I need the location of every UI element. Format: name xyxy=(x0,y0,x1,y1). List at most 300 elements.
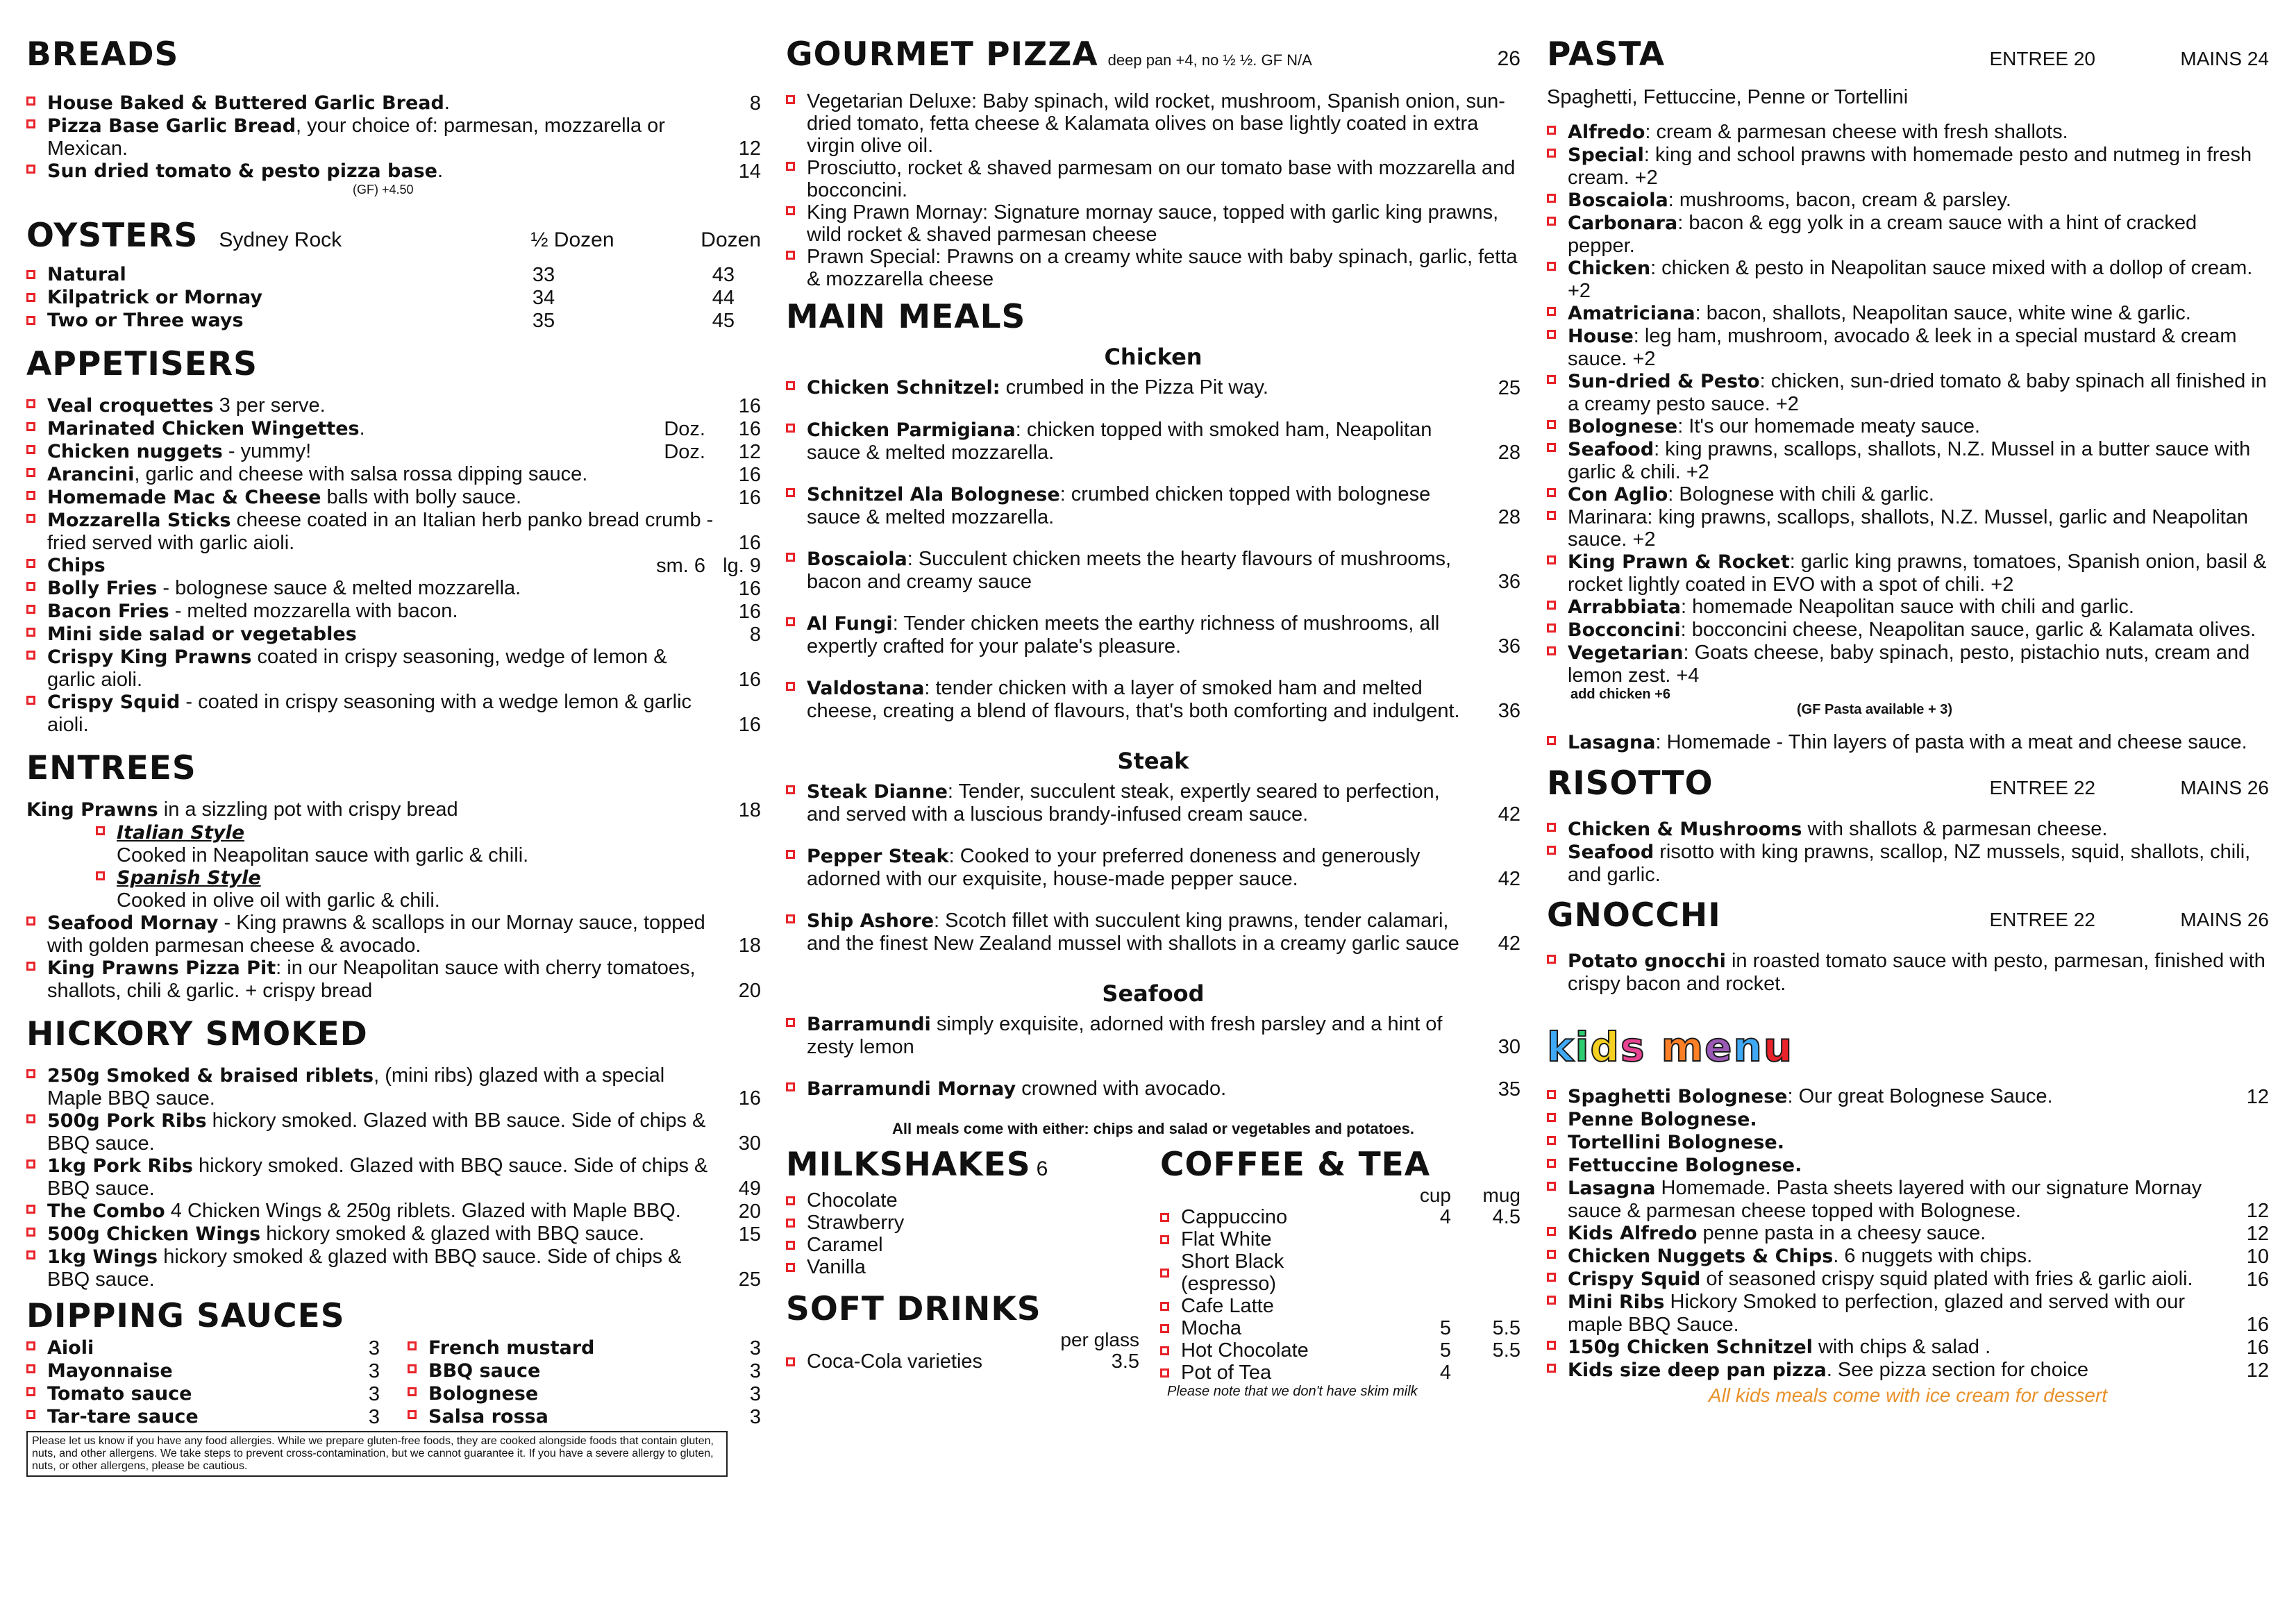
checkbox-icon xyxy=(1547,642,1568,655)
checkbox-icon xyxy=(1547,1359,1568,1373)
item-text xyxy=(807,1078,1479,1100)
item-price: 3 xyxy=(368,1383,380,1405)
item-name: BBQ sauce xyxy=(428,1360,541,1382)
section-title-milkshakes: MILKSHAKES 6 xyxy=(786,1145,1139,1189)
item-text xyxy=(47,623,719,646)
menu-item xyxy=(1547,144,2269,189)
mains-subhead-seafood: Seafood xyxy=(1102,980,1205,1007)
item-name: Seafood Mornay xyxy=(47,912,219,934)
item-text xyxy=(1568,596,2269,619)
item-desc: cheese coated in an Italian herb panko bread crumb - fried served with garlic aioli. xyxy=(47,509,714,554)
section-title-oysters: OYSTERS xyxy=(26,217,199,255)
item-name: Spaghetti Bolognese xyxy=(1568,1086,1788,1107)
section-title-softdrinks: SOFT DRINKS xyxy=(786,1290,1041,1328)
steak-list xyxy=(786,780,1520,974)
kids-list xyxy=(1547,1085,2269,1382)
item-text xyxy=(47,1246,719,1291)
item-desc: : Tender, succulent steak, expertly seared to perfection, and served with a luscious brandy-infused cream sauce. xyxy=(807,780,1440,826)
entrees-list xyxy=(26,912,761,1002)
item-text xyxy=(47,115,719,160)
item-price: 16 xyxy=(2246,1269,2269,1291)
item-text xyxy=(1568,818,2269,841)
item-price: 42 xyxy=(1498,932,1520,955)
checkbox-icon xyxy=(786,845,807,859)
item-price: 3 xyxy=(368,1360,380,1382)
item-desc: King Prawn Mornay: Signature mornay sauce, topped with garlic king prawns, wild rocket & shaved parmesan cheese xyxy=(807,201,1499,246)
item-desc: : tender chicken with a layer of smoked ham and melted cheese, creating a blend of flavours, that's both comforting and indulgent. xyxy=(807,677,1460,722)
item-text xyxy=(47,417,622,440)
checkbox-icon xyxy=(1547,257,1568,271)
checkbox-icon xyxy=(96,821,117,835)
item-price: 30 xyxy=(1498,1036,1520,1058)
item-text xyxy=(1568,1131,2227,1154)
checkbox-icon xyxy=(1160,1302,1181,1311)
spacer xyxy=(786,826,1520,845)
softdrinks-list xyxy=(786,1350,1139,1373)
item-price: 16 xyxy=(738,1087,761,1110)
spacer xyxy=(786,722,1520,742)
item-desc: : Succulent chicken meets the hearty flavours of mushrooms, bacon and creamy sauce xyxy=(807,548,1452,593)
checkbox-icon xyxy=(26,957,47,971)
checkbox-icon xyxy=(26,316,47,325)
menu-item xyxy=(26,1200,761,1223)
checkbox-icon xyxy=(786,1241,807,1250)
item-desc: : bacon, shallots, Neapolitan sauce, white wine & garlic. xyxy=(1695,302,2191,324)
item-name: Valdostana xyxy=(807,678,925,699)
item-name: King Prawns Pizza Pit xyxy=(47,957,276,979)
checkbox-icon xyxy=(1547,189,1568,203)
item-text xyxy=(428,1405,733,1428)
pasta-add-chicken: add chicken +6 xyxy=(1570,687,1670,702)
item-text xyxy=(807,1013,1479,1058)
item-text xyxy=(47,486,719,509)
item-desc: - yummy! xyxy=(222,440,312,462)
item-desc: - King prawns & scallops in our Mornay sauce, topped with golden parmesan cheese & avocado. xyxy=(47,912,705,957)
checkbox-icon xyxy=(26,1359,47,1373)
checkbox-icon xyxy=(786,157,807,171)
menu-item xyxy=(1547,1085,2269,1108)
item-name: Salsa rossa xyxy=(428,1406,548,1428)
item-price: 16 xyxy=(738,487,761,509)
item-desc: : crumbed chicken topped with bolognese sauce & melted mozzarella. xyxy=(807,483,1431,528)
item-text xyxy=(47,1110,719,1155)
item-text xyxy=(47,1064,719,1110)
menu-item xyxy=(1547,415,2269,438)
item-text xyxy=(1568,1154,2227,1177)
item-name: Short Black (espresso) xyxy=(1181,1250,1284,1295)
oyster-half-price: 35 xyxy=(532,309,555,332)
milkshakes-price: 6 xyxy=(1036,1157,1048,1180)
checkbox-icon xyxy=(786,1219,807,1228)
pasta-types: Spaghetti, Fettuccine, Penne or Tortellini xyxy=(1547,86,1909,108)
menu-item xyxy=(26,1110,761,1155)
checkbox-icon xyxy=(1547,731,1568,745)
item-name: 250g Smoked & braised riblets xyxy=(47,1065,374,1087)
item-name: Amatriciana xyxy=(1568,303,1695,324)
item-name: 500g Pork Ribs xyxy=(47,1110,207,1132)
item-name: Bacon Fries xyxy=(47,601,169,622)
section-title-pasta: PASTA ENTREE 20 MAINS 24 xyxy=(1547,35,2269,74)
menu-item xyxy=(1547,1108,2269,1131)
menu-item xyxy=(1547,257,2269,302)
oyster-half-price: 33 xyxy=(532,263,555,286)
item-desc: : leg ham, mushroom, avocado & leek in a special mustard & cream sauce. +2 xyxy=(1568,325,2237,370)
checkbox-icon xyxy=(786,1013,807,1027)
menu-item xyxy=(26,92,761,115)
checkbox-icon xyxy=(786,1357,807,1366)
item-desc: : Cooked to your preferred doneness and generously adorned with our exquisite, house-made pepper sauce. xyxy=(807,845,1421,890)
section-title-coffee: COFFEE & TEA xyxy=(1160,1146,1431,1184)
item-text xyxy=(47,92,719,115)
checkbox-icon xyxy=(1547,1085,1568,1099)
item-name: Crispy Squid xyxy=(47,692,181,713)
item-desc: simply exquisite, adorned with fresh parsley and a hint of zesty lemon xyxy=(807,1013,1443,1058)
item-price: 36 xyxy=(1498,700,1520,722)
pasta-gf: (GF Pasta available + 3) xyxy=(1797,702,1952,717)
item-name xyxy=(47,309,492,332)
menu-item xyxy=(26,160,761,183)
menu-item xyxy=(26,1382,380,1405)
checkbox-icon xyxy=(26,623,47,637)
checkbox-icon xyxy=(1547,841,1568,855)
item-text xyxy=(807,376,1479,399)
checkbox-icon xyxy=(1547,1245,1568,1259)
item-name: Fettuccine Bolognese. xyxy=(1568,1155,1802,1176)
coffee-item xyxy=(1160,1206,1520,1228)
item-name: Coca-Cola varieties xyxy=(807,1350,983,1373)
checkbox-icon xyxy=(26,486,47,500)
checkbox-icon xyxy=(1547,1108,1568,1122)
menu-item xyxy=(1547,438,2269,483)
item-desc: : Scotch fillet with succulent king prawns, tender calamari, and the finest New Zealand mussel with shallots in a creamy garlic sauce xyxy=(807,910,1459,955)
coffee-item xyxy=(1160,1339,1520,1362)
menu-item xyxy=(26,394,761,417)
item-name: Tortellini Bolognese. xyxy=(1568,1132,1784,1153)
softdrink-item xyxy=(786,1350,1139,1373)
item-desc: : Bolognese with chili & garlic. xyxy=(1668,483,1934,505)
item-text xyxy=(807,845,1479,890)
item-text xyxy=(428,1337,733,1359)
checkbox-icon xyxy=(26,1337,47,1350)
item-desc: Hickory Smoked to perfection, glazed and served with our maple BBQ Sauce. xyxy=(1568,1291,2185,1336)
item-name: Crispy Squid xyxy=(1568,1269,1701,1290)
risotto-list xyxy=(1547,818,2269,886)
mains-subhead-chicken: Chicken xyxy=(1104,344,1203,370)
item-price: 16 xyxy=(738,714,761,736)
item-desc: : chicken, sun-dried tomato & baby spinach all finished in a creamy pesto sauce. +2 xyxy=(1568,370,2267,415)
menu-item xyxy=(1547,1154,2269,1177)
item-name: Caramel xyxy=(807,1234,883,1256)
menu-item xyxy=(786,376,1520,399)
drinks-area xyxy=(786,1145,1520,1400)
item-text xyxy=(1568,506,2269,551)
item-desc: : Our great Bolognese Sauce. xyxy=(1787,1085,2053,1107)
menu-item xyxy=(786,910,1520,955)
item-desc: with chips & salad . xyxy=(1812,1336,1991,1358)
item-name: French mustard xyxy=(428,1337,595,1359)
menu-item xyxy=(26,509,761,554)
checkbox-icon xyxy=(26,577,47,591)
section-title-hickory: HICKORY SMOKED xyxy=(26,1015,368,1053)
kids-menu-logo: kids menu xyxy=(1547,1023,1794,1071)
item-price: 3.5 xyxy=(1111,1350,1140,1373)
item-price: 20 xyxy=(738,980,761,1002)
item-name: Chocolate xyxy=(807,1189,898,1212)
item-name: Sun dried tomato & pesto pizza base xyxy=(47,160,437,182)
checkbox-icon xyxy=(26,600,47,614)
checkbox-icon xyxy=(26,92,47,106)
item-price: 16 xyxy=(2246,1314,2269,1336)
item-name: Barramundi Mornay xyxy=(807,1078,1016,1100)
item-desc: Homemade. Pasta sheets layered with our signature Mornay sauce & parmesan cheese topped with Bolognese. xyxy=(1568,1177,2202,1222)
coffee-item xyxy=(1160,1228,1520,1250)
checkbox-icon xyxy=(1547,121,1568,135)
checkbox-icon xyxy=(786,612,807,626)
item-name: Lasagna xyxy=(1568,1178,1656,1199)
item-name: Boscaiola xyxy=(1568,190,1668,211)
item-price: 15 xyxy=(738,1223,761,1246)
section-title-breads: BREADS xyxy=(26,35,179,74)
menu-item xyxy=(26,1064,761,1110)
checkbox-icon xyxy=(1160,1269,1181,1278)
menu-item xyxy=(786,157,1520,201)
menu-item xyxy=(1547,1291,2269,1336)
checkbox-icon xyxy=(1547,144,1568,158)
item-desc: , garlic and cheese with salsa rossa dipping sauce. xyxy=(134,463,588,485)
item-text xyxy=(1568,257,2269,302)
item-text xyxy=(47,646,719,691)
item-text xyxy=(1568,189,2269,212)
checkbox-icon xyxy=(408,1337,428,1350)
checkbox-icon xyxy=(408,1405,428,1419)
checkbox-icon xyxy=(26,270,47,279)
cup-price: 4 xyxy=(1439,1206,1451,1228)
oyster-full-price: 43 xyxy=(712,263,735,286)
checkbox-icon xyxy=(26,1246,47,1259)
pizza-price: 26 xyxy=(1497,47,1520,70)
section-title-mains: MAIN MEALS xyxy=(786,298,1026,336)
checkbox-icon xyxy=(1547,506,1568,520)
coffee-item xyxy=(1160,1250,1520,1295)
item-name: Mozzarella Sticks xyxy=(47,510,231,531)
checkbox-icon xyxy=(1547,483,1568,497)
item-desc: 4 Chicken Wings & 250g riblets. Glazed with Maple BBQ. xyxy=(165,1200,681,1222)
item-text xyxy=(1568,1085,2227,1108)
item-price: 16 xyxy=(738,532,761,554)
breads-list xyxy=(26,92,761,183)
item-text xyxy=(47,1223,719,1246)
item-name: Vanilla xyxy=(807,1256,866,1278)
checkbox-icon xyxy=(1547,1131,1568,1145)
item-text xyxy=(47,577,719,600)
item-name: Con Aglio xyxy=(1568,484,1668,505)
item-name: Arrabbiata xyxy=(1568,596,1682,618)
item-desc: Prosciutto, rocket & shaved parmesam on our tomato base with mozzarella and bocconcini. xyxy=(807,157,1516,201)
item-name: Chicken & Mushrooms xyxy=(1568,819,1802,840)
item-text xyxy=(1568,1359,2227,1382)
item-text xyxy=(1568,415,2269,438)
item-text xyxy=(1568,619,2269,642)
item-price: 12 xyxy=(2246,1223,2269,1245)
item-price: 18 xyxy=(738,935,761,957)
item-desc: : It's our homemade meaty sauce. xyxy=(1677,415,1981,437)
item-price: 49 xyxy=(738,1178,761,1200)
item-desc: crumbed in the Pizza Pit way. xyxy=(1000,376,1268,399)
item-price: 12 xyxy=(738,441,761,463)
item-price: 3 xyxy=(368,1406,380,1428)
item-text xyxy=(47,1200,719,1223)
checkbox-icon xyxy=(26,115,47,128)
item-text xyxy=(1568,1268,2227,1291)
coffee-list xyxy=(1160,1206,1520,1384)
menu-item xyxy=(1547,1268,2269,1291)
menu-item xyxy=(1547,302,2269,325)
spacer xyxy=(786,593,1520,612)
item-text xyxy=(1568,438,2269,483)
menu-item xyxy=(786,612,1520,658)
column-right xyxy=(1547,35,2269,1407)
section-title-appetisers: APPETISERS xyxy=(26,345,258,383)
pasta-list xyxy=(1547,121,2269,687)
item-text xyxy=(1568,551,2269,596)
mug-price: 4.5 xyxy=(1492,1206,1520,1228)
pasta-lasagna: Lasagna: Homemade - Thin layers of pasta with a meat and cheese sauce. xyxy=(1547,731,2269,754)
item-text xyxy=(47,1155,719,1200)
coffee-item xyxy=(1160,1362,1520,1384)
item-desc: hickory smoked & glazed with BBQ sauce. Side of chips & BBQ sauce. xyxy=(47,1246,682,1291)
milkshakes-list xyxy=(786,1189,1139,1278)
pizza-note: deep pan +4, no ½ ½. GF N/A xyxy=(1107,51,1312,69)
checkbox-icon xyxy=(786,780,807,794)
item-desc: : homemade Neapolitan sauce with chili and garlic. xyxy=(1681,596,2134,618)
item-text xyxy=(47,554,622,577)
menu-item xyxy=(26,600,761,623)
item-text xyxy=(1568,1245,2227,1268)
item-desc: in roasted tomato sauce with pesto, parmesan, finished with crispy bacon and rocket. xyxy=(1568,950,2265,995)
item-text xyxy=(47,440,622,463)
menu-item xyxy=(786,1013,1520,1058)
checkbox-icon xyxy=(1547,325,1568,339)
item-price: 16 xyxy=(738,578,761,600)
item-price: 12 xyxy=(2246,1359,2269,1382)
item-name: The Combo xyxy=(47,1200,165,1222)
item-price: 16 xyxy=(738,418,761,440)
item-text xyxy=(47,509,719,554)
item-text xyxy=(807,419,1479,464)
checkbox-icon xyxy=(26,293,47,302)
item-name: Chicken Schnitzel: xyxy=(807,377,1000,399)
item-text xyxy=(1568,325,2269,370)
item-text xyxy=(807,246,1520,290)
item-desc: - coated in crispy seasoning with a wedge lemon & garlic aioli. xyxy=(47,691,692,736)
coffee-note: Please note that we don't have skim milk xyxy=(1167,1384,1418,1399)
menu-item xyxy=(786,246,1520,290)
item-name: Cappuccino xyxy=(1181,1206,1288,1228)
per-glass-label: per glass xyxy=(1060,1329,1140,1350)
checkbox-icon xyxy=(26,509,47,523)
item-name: Vegetarian xyxy=(1568,642,1684,664)
checkbox-icon xyxy=(786,1263,807,1272)
checkbox-icon xyxy=(1160,1346,1181,1355)
menu-item xyxy=(1547,818,2269,841)
item-name: Tomato sauce xyxy=(47,1383,192,1405)
item-price: 3 xyxy=(749,1406,761,1428)
checkbox-icon xyxy=(786,1196,807,1205)
menu-item xyxy=(26,1223,761,1246)
menu-item xyxy=(26,554,761,577)
oysters-header xyxy=(26,216,761,256)
menu-item xyxy=(408,1359,761,1382)
item-desc: : mushrooms, bacon, cream & parsley. xyxy=(1668,189,2011,211)
item-desc: : chicken & pesto in Neapolitan sauce mixed with a dollop of cream. +2 xyxy=(1568,257,2253,302)
menu-item xyxy=(26,1246,761,1291)
menu-item xyxy=(1547,189,2269,212)
item-name: 1kg Wings xyxy=(47,1246,158,1268)
item-name: Bocconcini xyxy=(1568,619,1681,641)
item-text xyxy=(47,394,719,417)
item-desc: : Tender chicken meets the earthy richness of mushrooms, all expertly crafted for your palate's pleasure. xyxy=(807,612,1440,658)
checkbox-icon xyxy=(786,246,807,260)
item-name: Hot Chocolate xyxy=(1181,1339,1309,1362)
menu-item xyxy=(786,1078,1520,1100)
checkbox-icon xyxy=(1547,1154,1568,1168)
cup-price: 5 xyxy=(1439,1339,1451,1362)
menu-item xyxy=(408,1382,761,1405)
menu-item xyxy=(26,1405,380,1428)
item-name: 500g Chicken Wings xyxy=(47,1223,261,1245)
item-name: Homemade Mac & Cheese xyxy=(47,487,321,508)
menu-item xyxy=(408,1405,761,1428)
item-name: Strawberry xyxy=(807,1212,905,1234)
item-name: Barramundi xyxy=(807,1014,931,1035)
oyster-item xyxy=(26,263,761,286)
menu-item xyxy=(786,483,1520,528)
checkbox-icon xyxy=(1547,415,1568,429)
item-desc: . 6 nuggets with chips. xyxy=(1833,1245,2033,1267)
item-text xyxy=(47,160,719,183)
item-desc: : cream & parmesan cheese with fresh shallots. xyxy=(1645,121,2068,143)
section-title-sauces: DIPPING SAUCES xyxy=(26,1297,345,1335)
hickory-list xyxy=(26,1064,761,1291)
checkbox-icon xyxy=(1547,818,1568,832)
item-name: Pizza Base Garlic Bread xyxy=(47,115,296,137)
item-text xyxy=(1568,144,2269,189)
item-text xyxy=(47,600,719,623)
gnocchi-list xyxy=(1547,950,2269,995)
item-desc: penne pasta in a cheesy sauce. xyxy=(1697,1222,1986,1244)
entree-spanish-desc: Cooked in olive oil with garlic & chili. xyxy=(117,889,440,912)
item-text xyxy=(1568,370,2269,415)
item-name: Chicken Nuggets & Chips xyxy=(1568,1246,1834,1267)
item-name: Marinated Chicken Wingettes xyxy=(47,418,360,440)
item-desc: , your choice of: parmesan, mozzarella or Mexican. xyxy=(47,115,665,160)
item-name: Mayonnaise xyxy=(47,1360,173,1382)
item-price: 30 xyxy=(738,1132,761,1155)
item-desc: . xyxy=(444,92,450,114)
item-name: Chicken nuggets xyxy=(47,441,223,462)
spacer xyxy=(786,1100,1520,1120)
item-name: Penne Bolognese. xyxy=(1568,1109,1757,1130)
item-text xyxy=(47,691,719,736)
item-name: Chicken xyxy=(1568,258,1651,279)
item-price: 16 xyxy=(738,601,761,623)
menu-item xyxy=(1547,1245,2269,1268)
item-mid: Doz. xyxy=(664,418,705,440)
mains-subhead-steak: Steak xyxy=(1117,748,1189,774)
item-desc: : Goats cheese, baby spinach, pesto, pistachio nuts, cream and lemon zest. +4 xyxy=(1568,642,2250,687)
menu-item xyxy=(786,419,1520,464)
item-name: Chips xyxy=(47,555,106,576)
